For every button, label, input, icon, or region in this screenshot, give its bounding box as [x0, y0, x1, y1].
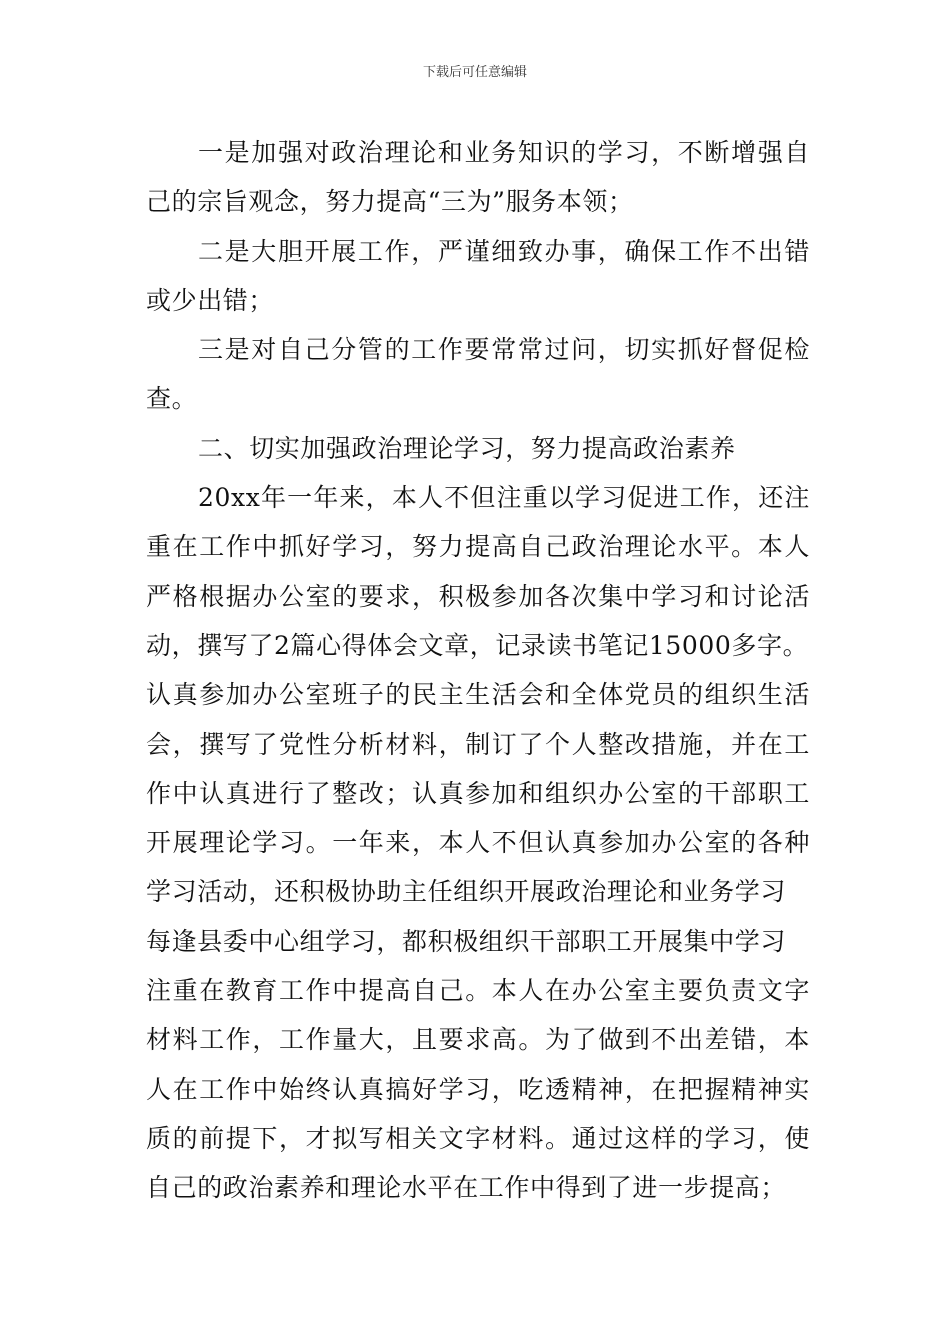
paragraph-8: 注重在教育工作中提高自己。本人在办公室主要负责文字材料工作，工作量大，且要求高。为了做到不出差错，本人在工作中始终认真搞好学习，吃透精神，在把握精神实质的前提下，才拟写相关文字材料。通过这样的学习，使自己的政治素养和理论水平在工作中得到了进一步提高； — [146, 976, 810, 1203]
paragraph-1: 一是加强对政治理论和业务知识的学习，不断增强自己的宗旨观念，努力提高“三为”服务本领； — [146, 138, 810, 217]
paragraph-6: 认真参加办公室班子的民主生活会和全体党员的组织生活会，撰写了党性分析材料，制订了个人整改措施，并在工作中认真进行了整改；认真参加和组织办公室的干部职工开展理论学习。一年来，本人不但认真参加办公室的各种学习活动，还积极协助主任组织开展政治理论和业务学习 — [146, 680, 810, 907]
section-heading: 二、切实加强政治理论学习，努力提高政治素养 — [198, 433, 736, 463]
document-body — [146, 128, 810, 1213]
paragraph-2: 二是大胆开展工作，严谨细致办事，确保工作不出错或少出错； — [146, 236, 810, 315]
paragraph-3: 三是对自己分管的工作要常常过问，切实抓好督促检查。 — [146, 335, 810, 414]
paragraph-7: 每逢县委中心组学习，都积极组织干部职工开展集中学习 — [146, 926, 787, 956]
page-header: 下载后可任意编辑 — [422, 65, 527, 80]
paragraph-5: 20xx年一年来，本人不但注重以学习促进工作，还注重在工作中抓好学习，努力提高自己政治理论水平。本人严格根据办公室的要求，积极参加各次集中学习和讨论活动，撰写了2篇心得体会文章，记录读书笔记15000多字。 — [146, 483, 810, 660]
